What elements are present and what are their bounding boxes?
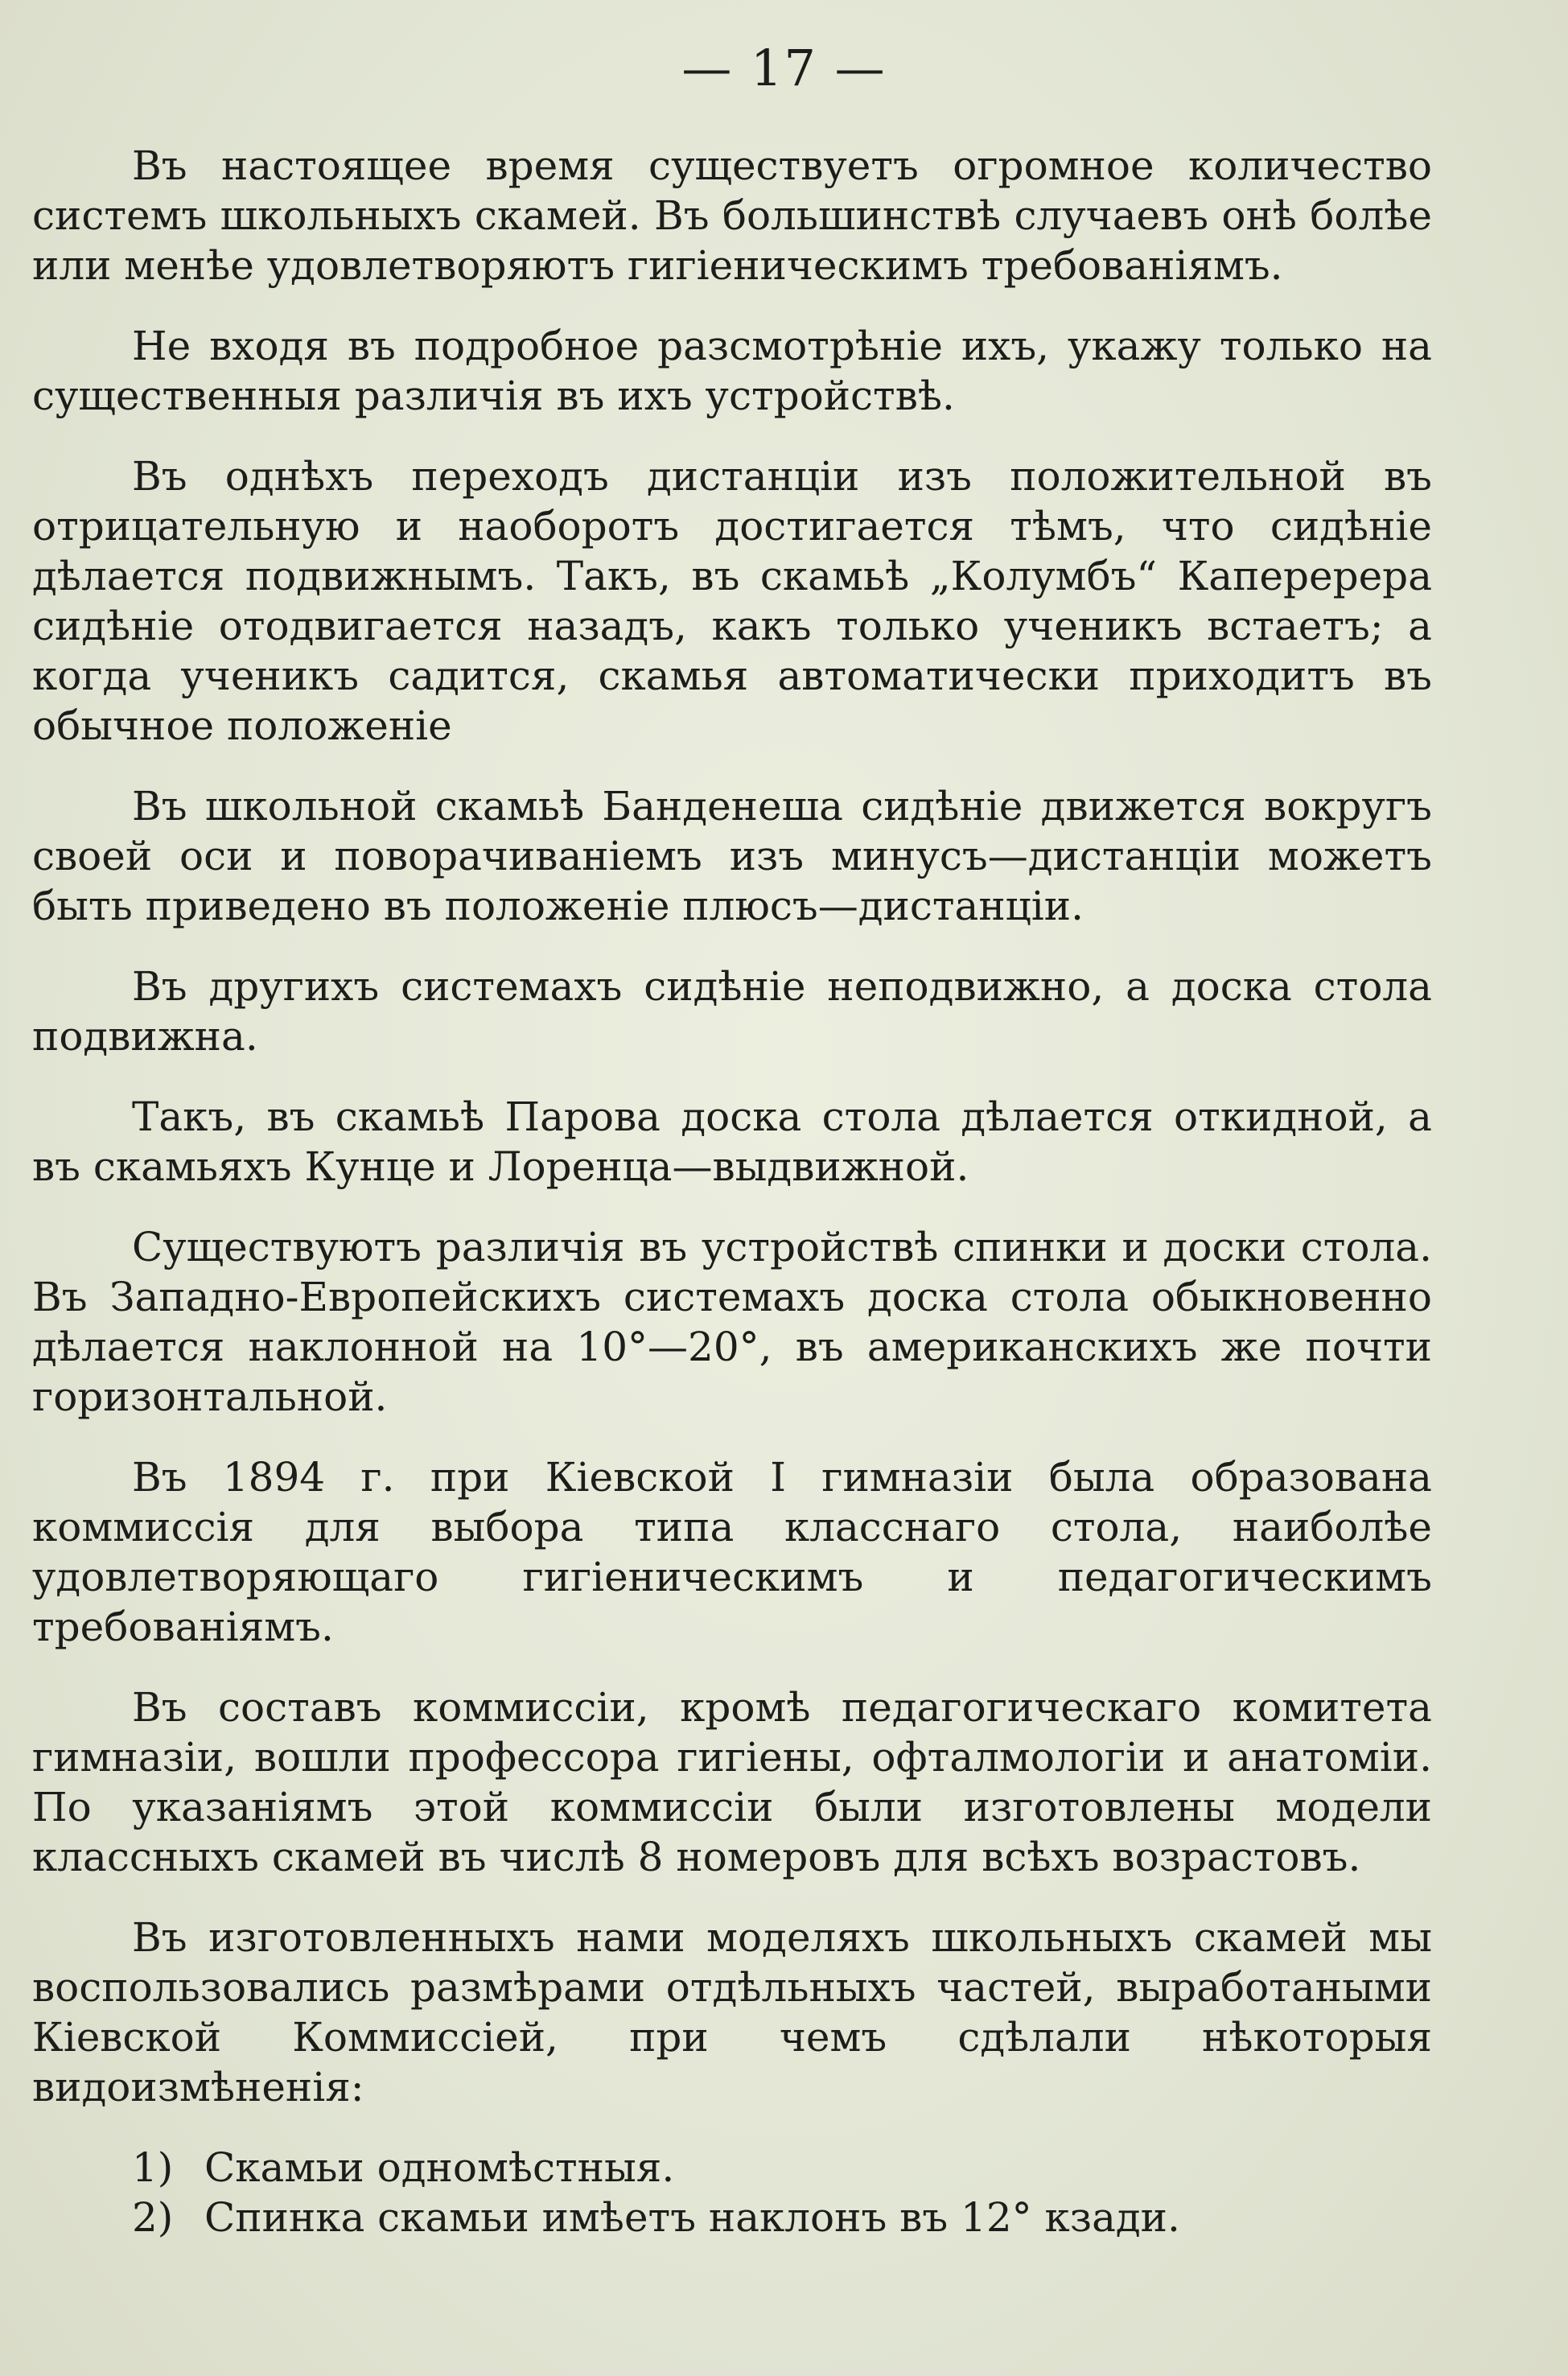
list-item-text: Спинка скамьи имѣетъ наклонъ въ 12° кзади. — [204, 2194, 1180, 2241]
body-text — [32, 141, 1432, 2242]
paragraph-9: Въ составъ коммиссіи, кромѣ педагогическаго комитета гимназіи, вошли профессора гигіены, офталмологіи и анатоміи. По указаніямъ этой коммиссіи были изготовлены модели классныхъ скамей въ числѣ 8 номеровъ для всѣхъ возрастовъ. — [32, 1684, 1432, 1880]
list-marker: 1) — [132, 2144, 174, 2191]
paragraph-6: Такъ, въ скамьѣ Парова доска стола дѣлается откидной, а въ скамьяхъ Кунце и Лоренца—выдвижной. — [32, 1093, 1432, 1190]
paragraph-7: Существуютъ различія въ устройствѣ спинки и доски стола. Въ Западно-Европейскихъ системахъ доска стола обыкновенно дѣлается наклонной на 10°—20°, въ американскихъ же почти горизонтальной. — [32, 1224, 1432, 1420]
page-number: — 17 — — [681, 39, 887, 97]
paragraph-2: Не входя въ подробное разсмотрѣніе ихъ, укажу только на существенныя различія въ ихъ устройствѣ. — [32, 323, 1432, 419]
modifications-list — [32, 2143, 1432, 2242]
list-item — [32, 2193, 1432, 2242]
paragraph-1: Въ настоящее время существуетъ огромное количество системъ школьныхъ скамей. Въ большинствѣ случаевъ онѣ болѣе или менѣе удовлетворяютъ гигіеническимъ требованіямъ. — [32, 142, 1432, 289]
list-item-text: Скамьи одномѣстныя. — [204, 2144, 675, 2191]
list-marker: 2) — [132, 2194, 174, 2241]
list-item — [32, 2143, 1432, 2193]
paragraph-8: Въ 1894 г. при Кіевской I гимназіи была образована коммиссія для выбора типа класснаго стола, наиболѣе удовлетворяющаго гигіеническимъ и педагогическимъ требованіямъ. — [32, 1454, 1432, 1650]
paragraph-5: Въ другихъ системахъ сидѣніе неподвижно, а доска стола подвижна. — [32, 963, 1432, 1060]
paragraph-3: Въ однѣхъ переходъ дистанціи изъ положительной въ отрицательную и наоборотъ достигается тѣмъ, что сидѣніе дѣлается подвижнымъ. Такъ, въ скамьѣ „Колумбъ“ Каперерера сидѣніе отодвигается назадъ, какъ только ученикъ встаетъ; а когда ученикъ садится, скамья автоматически приходитъ въ обычное положеніе — [32, 453, 1432, 749]
paragraph-4: Въ школьной скамьѣ Банденеша сидѣніе движется вокругъ своей оси и поворачиваніемъ изъ минусъ—дистанціи можетъ быть приведено въ положеніе плюсъ—дистанціи. — [32, 783, 1432, 929]
paragraph-10: Въ изготовленныхъ нами моделяхъ школьныхъ скамей мы воспользовались размѣрами отдѣльныхъ частей, выработаными Кіевской Коммиссіей, при чемъ сдѣлали нѣкоторыя видоизмѣненія: — [32, 1914, 1432, 2110]
